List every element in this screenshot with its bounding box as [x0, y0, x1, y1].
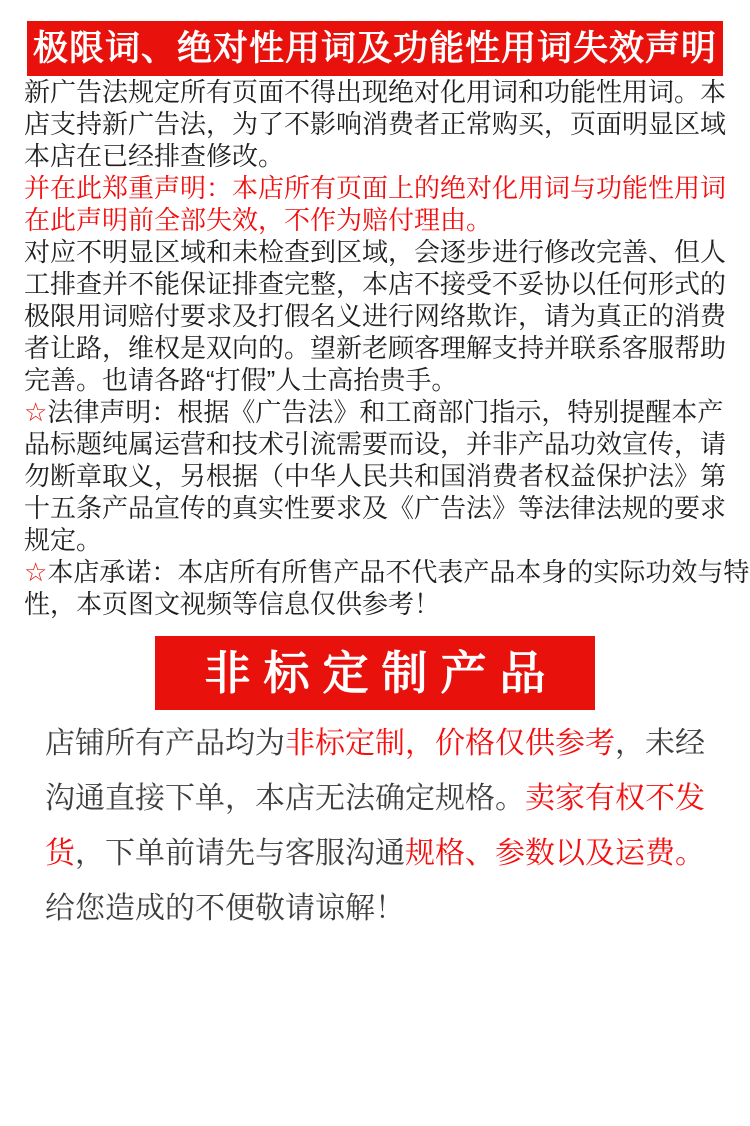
note-segment: 店铺所有产品均为 — [45, 727, 285, 760]
red-declaration-text: 并在此郑重声明：本店所有页面上的绝对化用词与功能性用词在此声明前全部失效，不作为赔付理由。 — [24, 173, 727, 235]
note-segment-red: 卖家有权不发货 — [45, 782, 705, 870]
disclaimer-paragraph — [24, 76, 734, 172]
shop-promise — [24, 556, 750, 620]
note-segment: ，未经沟通直接下单，本店无法确定规格。 — [45, 727, 705, 815]
star-icon: ☆ — [24, 397, 48, 427]
legal-statement — [24, 396, 734, 556]
note-segment-red: 非标定制，价格仅供参考 — [285, 727, 615, 760]
note-segment: ，下单前请先与客服沟通 — [75, 837, 405, 870]
disclaimer-body — [0, 76, 750, 620]
legal-statement-text: 法律声明：根据《广告法》和工商部门指示，特别提醒本产品标题纯属运营和技术引流需要而设，并非产品功效宣传，请勿断章取义，另根据（中华人民共和国消费者权益保护法》第十五条产品宣传的真实性要求及《广告法》等法律法规的要求规定。 — [24, 397, 727, 555]
custom-note-closing: 给您造成的不便敬请谅解！ — [45, 892, 405, 925]
inspection-paragraph-text: 对应不明显区域和未检查到区域，会逐步进行修改完善、但人工排查并不能保证排查完整，本店不接受不妥协以任何形式的极限用词赔付要求及打假名义进行网络欺诈，请为真正的消费者让路，维权是双向的。望新老顾客理解支持并联系客服帮助完善。也请各路“打假”人士高抬贵手。 — [24, 237, 727, 395]
custom-note-line — [45, 716, 711, 881]
disclaimer-paragraph-text: 新广告法规定所有页面不得出现绝对化用词和功能性用词。本店支持新广告法，为了不影响消费者正常购买，页面明显区域本店在已经排查修改。 — [24, 77, 727, 171]
star-icon: ☆ — [24, 557, 48, 587]
inspection-paragraph — [24, 236, 734, 396]
custom-product-note — [0, 716, 750, 936]
note-segment-red: 规格、参数以及运费。 — [405, 837, 705, 870]
red-declaration — [24, 172, 734, 236]
shop-promise-text: 本店承诺：本店所有所售产品不代表产品本身的实际功效与特性，本页图文视频等信息仅供参考！ — [24, 557, 750, 619]
custom-product-banner: 非标定制产品 — [155, 636, 595, 710]
invalid-words-declaration-banner: 极限词、绝对性用词及功能性用词失效声明 — [27, 21, 723, 76]
